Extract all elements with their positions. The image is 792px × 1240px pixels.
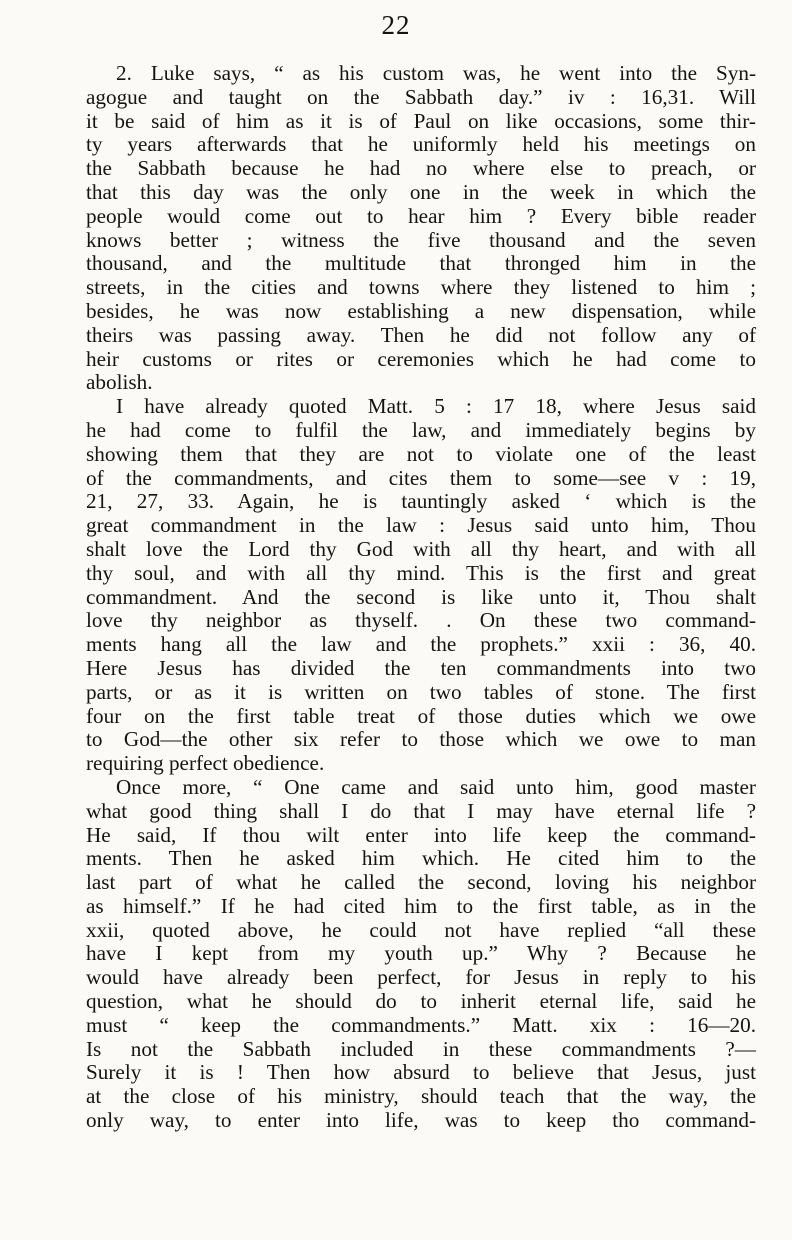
text-line: ty years afterwards that he uniformly held his meetings on	[86, 132, 756, 157]
text-line: Surely it is ! Then how absurd to believe that Jesus, just	[86, 1060, 756, 1085]
text-line: would have already been perfect, for Jesus in reply to his	[86, 965, 756, 990]
page-number: 22	[381, 10, 411, 40]
text-line: Here Jesus has divided the ten commandments into two	[86, 655, 756, 680]
text-line: ments hang all the law and the prophets.” xxii : 36, 40.	[86, 632, 756, 657]
text-line: I have already quoted Matt. 5 : 17 18, where Jesus said	[116, 394, 756, 419]
text-line: as himself.” If he had cited him to the first table, as in the	[86, 893, 756, 918]
text-line: thy soul, and with all thy mind. This is the first and great	[86, 560, 756, 585]
text-line: the Sabbath because he had no where else to preach, or	[86, 156, 756, 181]
text-line: theirs was passing away. Then he did not follow any of	[86, 322, 756, 347]
text-line: heir customs or rites or ceremonies which he had come to	[86, 346, 756, 371]
text-line: Once more, “ One came and said unto him, good master	[116, 774, 756, 799]
text-line: requiring perfect obedience.	[86, 751, 325, 776]
text-line: question, what he should do to inherit eternal life, said he	[86, 989, 756, 1014]
text-line: streets, in the cities and towns where they listened to him ;	[86, 275, 756, 300]
text-line: shalt love the Lord thy God with all thy heart, and with all	[86, 536, 756, 561]
text-line: at the close of his ministry, should teach that the way, the	[86, 1084, 756, 1109]
text-line: knows better ; witness the five thousand and the seven	[86, 227, 756, 252]
text-line: ments. Then he asked him which. He cited him to the	[86, 846, 756, 871]
text-line: must “ keep the commandments.” Matt. xix : 16—20.	[86, 1012, 756, 1037]
text-line: great commandment in the law : Jesus said unto him, Thou	[86, 513, 756, 538]
text-line: parts, or as it is written on two tables of stone. The first	[86, 679, 756, 704]
text-line: what good thing shall I do that I may have eternal life ?	[86, 798, 756, 823]
text-line: it be said of him as it is of Paul on like occasions, some thir-	[86, 108, 756, 133]
text-line: of the commandments, and cites them to some—see v : 19,	[86, 465, 756, 490]
text-line: besides, he was now establishing a new dispensation, while	[86, 298, 756, 323]
text-line: have I kept from my youth up.” Why ? Because he	[86, 941, 756, 966]
text-line: He said, If thou wilt enter into life keep the command-	[86, 822, 756, 847]
text-line: 21, 27, 33. Again, he is tauntingly asked ‘ which is the	[86, 489, 756, 514]
text-line: to God—the other six refer to those which we owe to man	[86, 727, 756, 752]
text-line: people would come out to hear him ? Every bible reader	[86, 203, 756, 228]
text-line: love thy neighbor as thyself. . On these two command-	[86, 608, 756, 633]
body-text	[86, 62, 756, 1133]
text-line: only way, to enter into life, was to keep tho command-	[86, 1108, 756, 1133]
text-line: Is not the Sabbath included in these commandments ?—	[86, 1036, 756, 1061]
text-line: abolish.	[86, 370, 153, 395]
text-line: showing them that they are not to violate one of the least	[86, 441, 756, 466]
text-line: that this day was the only one in the week in which the	[86, 179, 756, 204]
text-line: 2. Luke says, “ as his custom was, he went into the Syn-	[116, 61, 756, 85]
text-line: last part of what he called the second, loving his neighbor	[86, 870, 756, 895]
text-line: he had come to fulfil the law, and immediately begins by	[86, 417, 756, 442]
text-line: thousand, and the multitude that thronged him in the	[86, 251, 756, 276]
text-line: xxii, quoted above, he could not have replied “all these	[86, 917, 756, 942]
text-line: agogue and taught on the Sabbath day.” iv : 16,31. Will	[86, 84, 756, 109]
text-line: commandment. And the second is like unto it, Thou shalt	[86, 584, 756, 609]
text-line: four on the first table treat of those duties which we owe	[86, 703, 756, 728]
